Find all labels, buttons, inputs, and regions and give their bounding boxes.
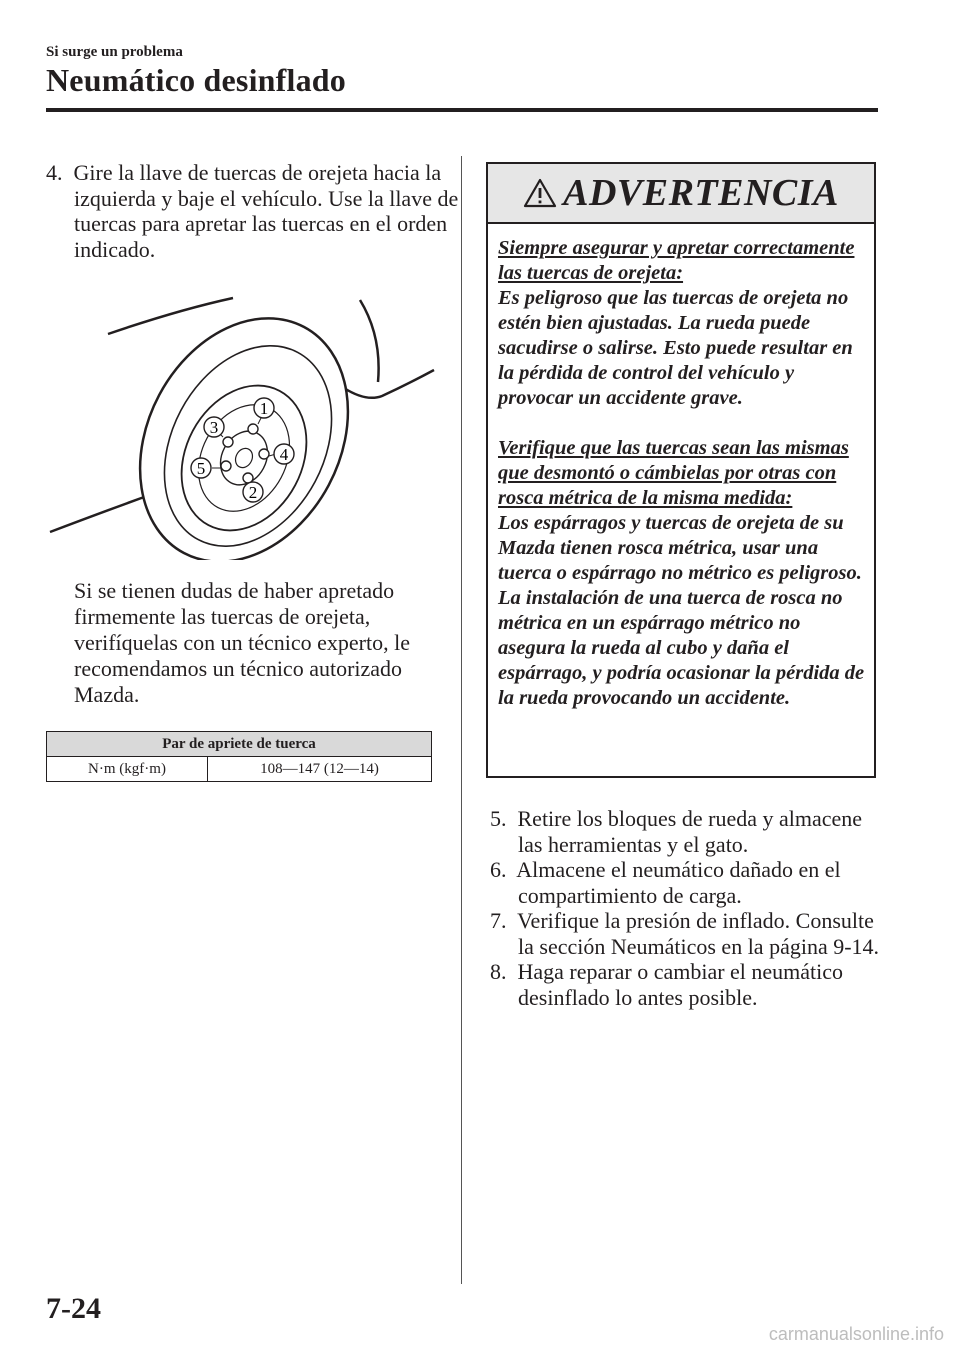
step-number: 7. [490, 908, 507, 933]
step-8 [490, 959, 880, 1010]
callout-label: 2 [248, 483, 258, 502]
warning-heading-2: Verifique que las tuercas sean las mismas que desmontó o cámbielas por otras con rosca métrica de la misma medida: [498, 437, 849, 509]
watermark: carmanualsonline.info [768, 1324, 944, 1344]
page-number: 7-24 [46, 1292, 101, 1325]
torque-value-cell: 108—147 (12—14) [208, 757, 432, 782]
torque-unit-cell: N·m (kgf·m) [47, 757, 208, 782]
steps-right [490, 806, 880, 1010]
callout-label: 4 [279, 445, 289, 464]
step-text: Haga reparar o cambiar el neumático desinflado lo antes posible. [517, 959, 844, 1010]
step-text: Retire los bloques de rueda y almacene las herramientas y el gato. [517, 806, 863, 857]
section-label: Si surge un problema [46, 44, 183, 60]
warning-title: ADVERTENCIA [563, 172, 839, 214]
warning-text-1: Es peligroso que las tuercas de orejeta no estén bien ajustadas. La rueda puede sacudirse o salirse. Esto puede resultar en la pérdida de control del vehículo y provocar un accidente grave. [498, 287, 853, 409]
warning-box [486, 162, 876, 778]
step-7 [490, 908, 880, 959]
wheel-lug-nut-order-illustration [48, 296, 438, 560]
callout-label: 5 [196, 459, 206, 478]
torque-table-header: Par de apriete de tuerca [47, 732, 432, 757]
warning-triangle-icon [523, 178, 557, 208]
step-number: 5. [490, 806, 507, 831]
step-text: Gire la llave de tuercas de orejeta hacia la izquierda y baje el vehículo. Use la llave de tuercas para apretar las tuercas en el orden indicado. [73, 160, 459, 262]
step-4 [46, 160, 466, 262]
callout-label: 1 [259, 399, 269, 418]
page-title: Neumático desinflado [46, 62, 346, 98]
callout-label: 3 [209, 418, 219, 437]
title-rule [46, 108, 878, 112]
step-number: 4. [46, 160, 63, 185]
step-number: 8. [490, 959, 507, 984]
step-number: 6. [490, 857, 507, 882]
tightening-note: Si se tienen dudas de haber apretado firmemente las tuercas de orejeta, verifíquelas con un técnico experto, le recomendamos un técnico autorizado Mazda. [74, 578, 410, 707]
table-row [47, 757, 432, 782]
torque-table [46, 731, 432, 782]
warning-text-2: Los espárragos y tuercas de orejeta de su Mazda tienen rosca métrica, usar una tuerca o espárrago no métrico es peligroso. La instalación de una tuerca de rosca no métrica en un espárrago métrico no asegura la rueda al cubo y daña el espárrago, y podría ocasionar la pérdida de la rueda provocando un accidente. [498, 512, 865, 709]
step-5 [490, 806, 880, 857]
step-text: Almacene el neumático dañado en el compartimiento de carga. [516, 857, 841, 908]
step-text: Verifique la presión de inflado. Consulte la sección Neumáticos en la página 9-14. [517, 908, 880, 959]
step-6 [490, 857, 880, 908]
warning-header [488, 164, 874, 224]
warning-heading-1: Siempre asegurar y apretar correctamente las tuercas de orejeta: [498, 237, 855, 284]
warning-body [488, 224, 874, 711]
column-divider [461, 156, 462, 1284]
